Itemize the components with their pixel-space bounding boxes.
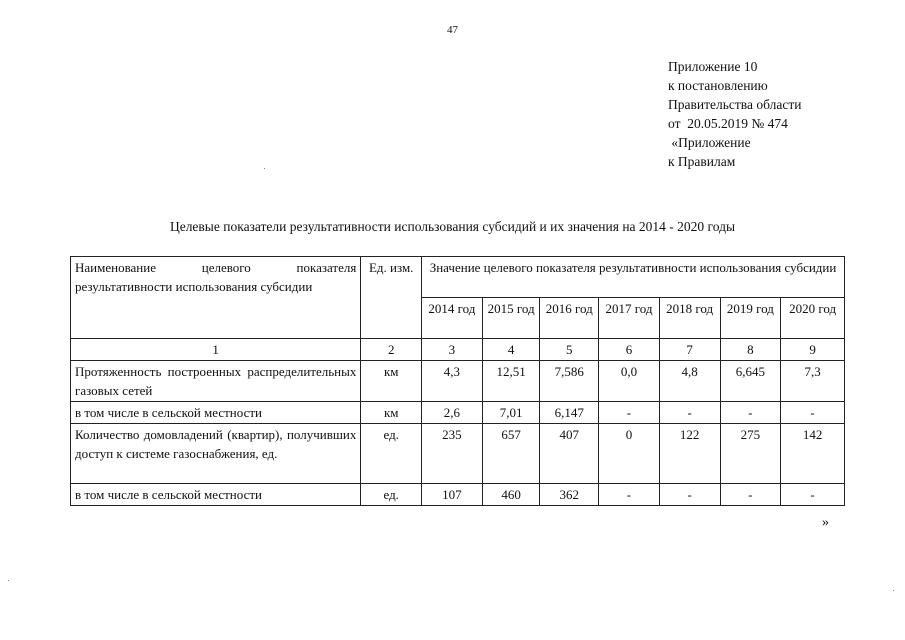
header-year: 2014 год bbox=[422, 298, 483, 339]
indicator-value: - bbox=[781, 484, 845, 506]
indicator-value: 7,3 bbox=[781, 361, 845, 402]
column-number: 2 bbox=[361, 339, 422, 361]
header-year: 2015 год bbox=[482, 298, 540, 339]
indicator-value: - bbox=[599, 484, 660, 506]
column-number: 9 bbox=[781, 339, 845, 361]
header-year: 2018 год bbox=[659, 298, 720, 339]
header-year: 2019 год bbox=[720, 298, 781, 339]
indicator-unit: км bbox=[361, 361, 422, 402]
scan-speck bbox=[8, 580, 9, 581]
column-number-row bbox=[71, 339, 845, 361]
scan-speck bbox=[893, 590, 894, 591]
indicator-value: - bbox=[720, 402, 781, 424]
indicator-value: 122 bbox=[659, 424, 720, 484]
indicators-table bbox=[70, 256, 845, 506]
appendix-line: от 20.05.2019 № 474 bbox=[668, 116, 788, 131]
indicator-value: 7,586 bbox=[540, 361, 599, 402]
table-header-row bbox=[71, 257, 845, 298]
scan-speck bbox=[264, 168, 265, 169]
column-number: 5 bbox=[540, 339, 599, 361]
appendix-line: «Приложение bbox=[668, 135, 751, 150]
indicator-value: 460 bbox=[482, 484, 540, 506]
indicator-unit: ед. bbox=[361, 424, 422, 484]
indicator-value: 12,51 bbox=[482, 361, 540, 402]
indicator-value: - bbox=[659, 402, 720, 424]
indicator-value: 362 bbox=[540, 484, 599, 506]
indicator-value: 2,6 bbox=[422, 402, 483, 424]
indicator-value: - bbox=[720, 484, 781, 506]
table-row bbox=[71, 484, 845, 506]
page-number: 47 bbox=[447, 24, 458, 36]
appendix-line: к постановлению bbox=[668, 78, 768, 93]
indicator-unit: км bbox=[361, 402, 422, 424]
column-number: 8 bbox=[720, 339, 781, 361]
indicator-value: 0,0 bbox=[599, 361, 660, 402]
indicator-name: в том числе в сельской местности bbox=[71, 402, 361, 424]
table-row bbox=[71, 402, 845, 424]
column-number: 6 bbox=[599, 339, 660, 361]
indicator-value: 6,147 bbox=[540, 402, 599, 424]
table-row bbox=[71, 361, 845, 402]
appendix-block bbox=[668, 57, 801, 171]
indicator-value: 407 bbox=[540, 424, 599, 484]
indicator-name: Количество домовладений (квартир), получивших доступ к системе газоснабжения, ед. bbox=[71, 424, 361, 484]
header-unit: Ед. изм. bbox=[361, 257, 422, 339]
indicator-value: 235 bbox=[422, 424, 483, 484]
column-number: 7 bbox=[659, 339, 720, 361]
indicator-name: в том числе в сельской местности bbox=[71, 484, 361, 506]
header-values-group: Значение целевого показателя результативности использования субсидии bbox=[422, 257, 845, 298]
indicator-value: 275 bbox=[720, 424, 781, 484]
indicator-name: Протяженность построенных распределительных газовых сетей bbox=[71, 361, 361, 402]
indicator-value: 107 bbox=[422, 484, 483, 506]
appendix-line: к Правилам bbox=[668, 154, 736, 169]
header-year: 2017 год bbox=[599, 298, 660, 339]
indicator-value: 4,8 bbox=[659, 361, 720, 402]
indicator-value: 657 bbox=[482, 424, 540, 484]
header-indicator-name: Наименование целевого показателя результативности использования субсидии bbox=[71, 257, 361, 339]
appendix-line: Приложение 10 bbox=[668, 59, 758, 74]
table-row bbox=[71, 424, 845, 484]
column-number: 4 bbox=[482, 339, 540, 361]
document-title: Целевые показатели результативности использования субсидий и их значения на 2014 - 2020 годы bbox=[169, 219, 736, 234]
column-number: 3 bbox=[422, 339, 483, 361]
closing-quote: » bbox=[822, 515, 829, 530]
indicator-value: - bbox=[659, 484, 720, 506]
indicator-value: 0 bbox=[599, 424, 660, 484]
appendix-line: Правительства области bbox=[668, 97, 802, 112]
column-number: 1 bbox=[71, 339, 361, 361]
indicator-value: 7,01 bbox=[482, 402, 540, 424]
indicator-value: 142 bbox=[781, 424, 845, 484]
indicator-unit: ед. bbox=[361, 484, 422, 506]
indicator-value: 4,3 bbox=[422, 361, 483, 402]
indicator-value: 6,645 bbox=[720, 361, 781, 402]
header-year: 2016 год bbox=[540, 298, 599, 339]
indicator-value: - bbox=[599, 402, 660, 424]
header-year: 2020 год bbox=[781, 298, 845, 339]
indicator-value: - bbox=[781, 402, 845, 424]
